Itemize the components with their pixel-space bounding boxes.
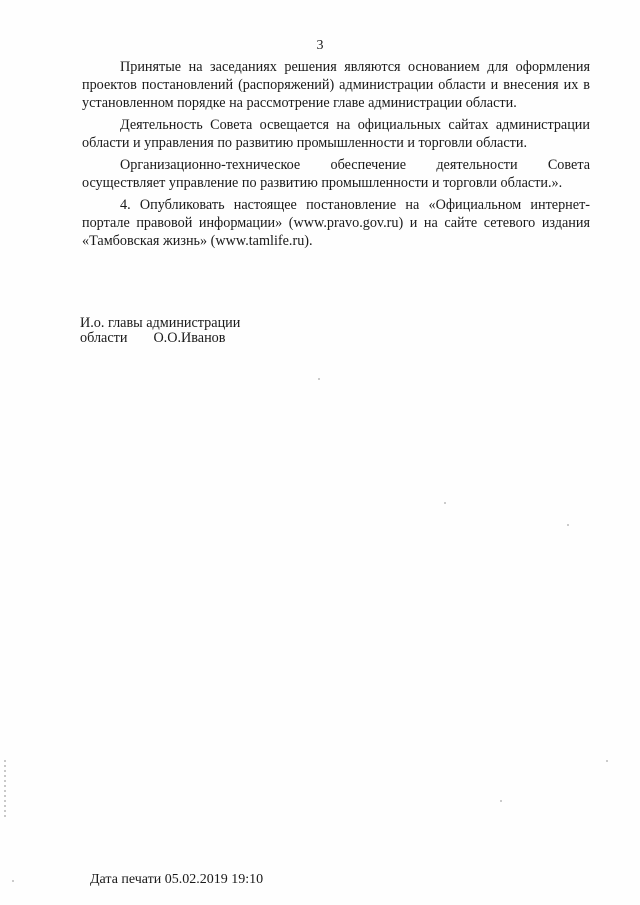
scan-speck — [500, 800, 502, 802]
scan-speck — [444, 502, 446, 504]
signature-name: О.О.Иванов — [153, 330, 226, 346]
paragraph-decisions: Принятые на заседаниях решения являются основанием для оформления проектов постановлений (распоряжений) администрации области и внесения их в установленном порядке на рассмотрение главе администрации области. — [82, 59, 590, 111]
signature-title-line1: И.о. главы администрации — [80, 315, 241, 331]
scan-speck — [318, 378, 320, 380]
page-number: 3 — [316, 38, 324, 53]
paragraph-publication: 4. Опубликовать настоящее постановление на «Официальном интернет-портале правовой информации» (www.pravo.gov.ru) и на сайте сетевого издания «Тамбовская жизнь» (www.tamlife.ru). — [82, 197, 590, 249]
paragraph-council-coverage: Деятельность Совета освещается на официальных сайтах администрации области и управления по развитию промышленности и торговли области. — [82, 117, 590, 151]
signature-title-line2: области — [80, 330, 128, 346]
document-body — [82, 58, 590, 254]
scan-speck — [567, 524, 569, 526]
paragraph-technical-support: Организационно-техническое обеспечение деятельности Совета осуществляет управление по развитию промышленности и торговли области.». — [82, 157, 590, 191]
scan-speck — [12, 880, 14, 882]
signature-block — [80, 316, 240, 346]
scan-speck — [606, 760, 608, 762]
signature-line2 — [80, 331, 240, 346]
scan-edge-mark — [4, 760, 6, 820]
print-date: Дата печати 05.02.2019 19:10 — [90, 872, 264, 887]
